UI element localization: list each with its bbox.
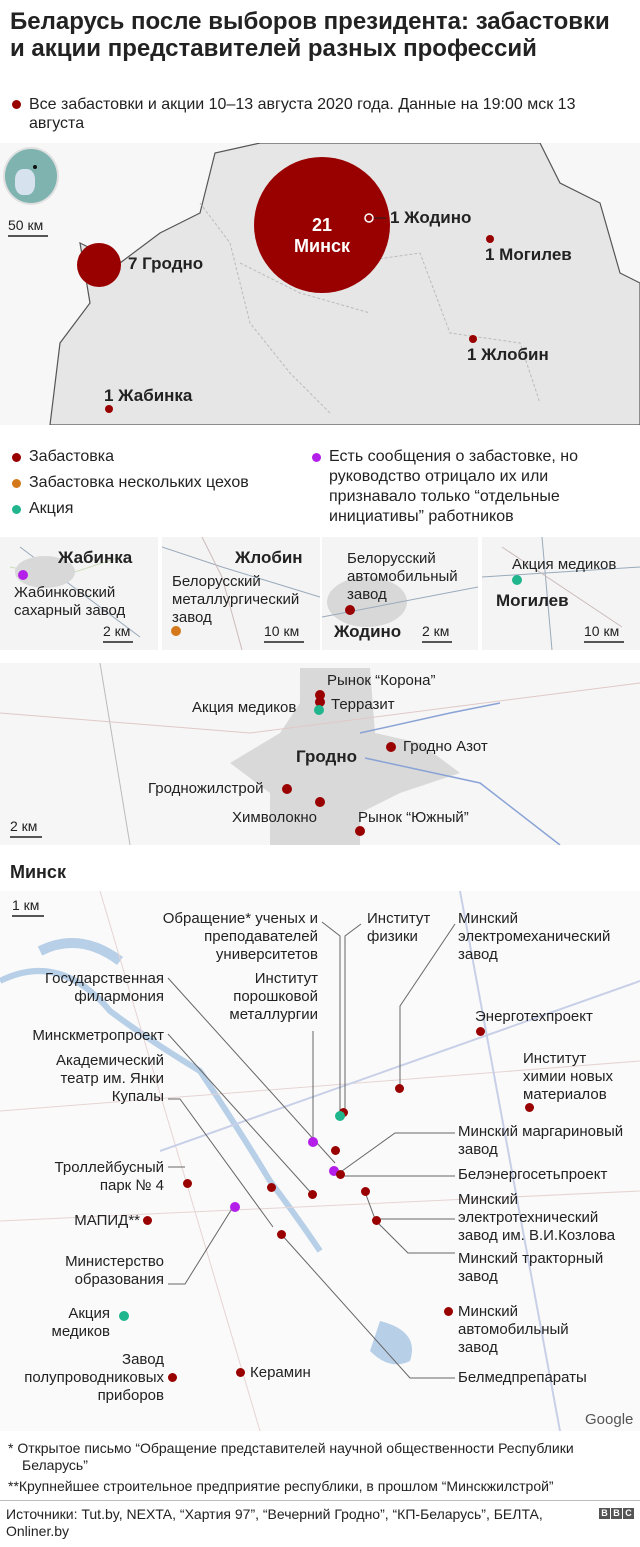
site-label: Гродножилстрой xyxy=(148,780,264,797)
site-label: Акция медиков xyxy=(192,699,297,716)
site-label: Жабинковский сахарный завод xyxy=(14,584,126,619)
strike-point xyxy=(444,1307,453,1316)
subtitle-text: Все забастовки и акции 10–13 августа 2020 года. Данные на 19:00 мск 13 августа xyxy=(29,96,576,132)
site-label: Гродно Азот xyxy=(403,738,488,755)
scale-label: 2 км xyxy=(422,623,450,639)
site-label: Энерготехпроект xyxy=(475,1008,593,1025)
count: 21 xyxy=(311,215,333,235)
action-point xyxy=(512,575,522,585)
scale-label: 10 км xyxy=(584,623,620,639)
site-label: Министерство образования xyxy=(65,1253,164,1288)
site-label: Институт химии новых материалов xyxy=(523,1050,613,1103)
disputed-point xyxy=(308,1137,318,1147)
legend-strike xyxy=(12,447,114,467)
site-label: Рынок “Корона” xyxy=(327,672,436,689)
action-dot-icon xyxy=(12,505,21,514)
strike-point xyxy=(395,1084,404,1093)
scale-label: 1 км xyxy=(12,897,40,913)
strike-point xyxy=(183,1179,192,1188)
page-title: Беларусь после выборов президента: забастовки и акции представителей разных профессий xyxy=(10,8,610,62)
partial-strike-dot-icon xyxy=(12,479,21,488)
logo-letter: B xyxy=(599,1508,610,1519)
site-label: Институт физики xyxy=(367,910,431,945)
disputed-point xyxy=(230,1202,240,1212)
strike-point xyxy=(168,1373,177,1382)
legend-partial-strike xyxy=(12,473,249,493)
strike-point xyxy=(361,1187,370,1196)
action-point-medics xyxy=(314,705,324,715)
strike-point xyxy=(345,605,355,615)
legend-action xyxy=(12,499,73,519)
strike-point xyxy=(143,1216,152,1225)
scale-label: 2 км xyxy=(103,623,131,639)
site-label: Акция медиков xyxy=(51,1305,110,1340)
strike-point xyxy=(308,1190,317,1199)
site-label: Минский тракторный завод xyxy=(458,1250,604,1285)
strike-point xyxy=(277,1230,286,1239)
strike-point-yuzhny xyxy=(355,826,365,836)
strike-point xyxy=(331,1146,340,1155)
disputed-dot-icon xyxy=(312,453,321,462)
disputed-point xyxy=(18,570,28,580)
overview-scale xyxy=(8,217,48,237)
footnote-2: **Крупнейшее строительное предприятие республики, в прошлом “Минскжилстрой” xyxy=(8,1478,554,1494)
city-name: Могилев xyxy=(496,591,569,610)
logo-letter: B xyxy=(611,1508,622,1519)
site-label: Терразит xyxy=(331,696,395,713)
overview-map-background xyxy=(0,143,640,425)
scale xyxy=(584,623,624,643)
scale xyxy=(422,623,452,643)
city-label-minsk xyxy=(282,215,362,257)
name: Минск xyxy=(294,236,350,256)
partial-strike-point xyxy=(171,626,181,636)
city-label-grodno: 7 Гродно xyxy=(128,254,204,273)
city-label-zhlobin: 1 Жлобин xyxy=(467,345,549,364)
logo-letter: C xyxy=(623,1508,634,1519)
legend-label: Забастовка нескольких цехов xyxy=(29,474,249,491)
strike-point xyxy=(267,1183,276,1192)
minsk-heading: Минск xyxy=(10,862,66,882)
city-label-zhabinka: 1 Жабинка xyxy=(104,386,193,405)
scale xyxy=(12,897,44,917)
strike-point-azot xyxy=(386,742,396,752)
footnote-1: * Открытое письмо “Обращение представителей научной общественности Республики Беларусь” xyxy=(8,1440,574,1473)
strike-point-khimvolokno xyxy=(315,797,325,807)
sources: Источники: Tut.by, NEXTA, “Хартия 97”, “Вечерний Гродно”, “КП-Беларусь”, БЕЛТА, Onliner.by xyxy=(6,1506,543,1539)
map-attribution: Google xyxy=(585,1411,634,1428)
action-point xyxy=(335,1111,345,1121)
scale-label: 10 км xyxy=(264,623,300,639)
site-label: Рынок “Южный” xyxy=(358,809,469,826)
site-label: Государственная филармония xyxy=(45,970,164,1005)
site-label: Академический театр им. Янки Купалы xyxy=(55,1052,164,1105)
city-label-mogilev: 1 Могилев xyxy=(485,245,572,264)
legend-label: Акция xyxy=(29,500,74,517)
legend xyxy=(0,445,640,530)
bbc-logo xyxy=(599,1508,634,1519)
site-label: Троллейбусный парк № 4 xyxy=(54,1159,164,1194)
site-label: Завод полупроводниковых приборов xyxy=(24,1351,164,1404)
strike-dot-icon xyxy=(12,453,21,462)
site-label: Акция медиков xyxy=(512,556,617,573)
strike-point xyxy=(372,1216,381,1225)
site-label: Минский маргариновый завод xyxy=(458,1123,624,1158)
scale xyxy=(10,818,42,838)
map-zhlobin xyxy=(162,537,320,650)
scale-label: 2 км xyxy=(10,818,38,834)
city-name: Жодино xyxy=(334,622,402,641)
city-name: Жлобин xyxy=(235,548,303,567)
site-label: Минский электромеханический завод xyxy=(458,910,611,963)
site-label: Минскметропроект xyxy=(32,1027,164,1044)
scale-label: 50 км xyxy=(8,217,44,233)
site-label: Минский электротехнический завод им. В.И.Козлова xyxy=(458,1191,616,1244)
strike-point xyxy=(236,1368,245,1377)
map-grodno xyxy=(0,663,640,845)
strike-point xyxy=(525,1103,534,1112)
legend-label: Забастовка xyxy=(29,448,115,465)
site-label: Белэнергосетьпроект xyxy=(458,1166,608,1183)
legend-label: Есть сообщения о забастовке, но руководство отрицало их или признавало только “отдельные инициативы” работников xyxy=(329,448,579,525)
map-zhabinka xyxy=(0,537,158,650)
scale xyxy=(103,623,133,643)
site-label: Белмедпрепараты xyxy=(458,1369,587,1386)
map-zhodino xyxy=(322,537,478,650)
divider xyxy=(0,1500,640,1501)
strike-point xyxy=(336,1170,345,1179)
site-label: Белорусский металлургический завод xyxy=(172,573,300,626)
city-label-zhodino: 1 Жодино xyxy=(390,208,472,227)
map-mogilev xyxy=(482,537,640,650)
site-label: Химволокно xyxy=(232,809,317,826)
strike-point xyxy=(476,1027,485,1036)
strike-dot-icon xyxy=(12,100,21,109)
city-name: Гродно xyxy=(296,747,357,766)
globe-icon xyxy=(3,147,59,205)
overview-map xyxy=(0,143,640,425)
legend-disputed xyxy=(312,447,612,527)
strike-point-grodnozhilstroy xyxy=(282,784,292,794)
site-label: Институт порошковой металлургии xyxy=(229,970,318,1023)
action-point xyxy=(119,1311,129,1321)
map-minsk xyxy=(0,891,640,1431)
site-label: Минский автомобильный завод xyxy=(458,1303,569,1356)
scale xyxy=(264,623,304,643)
site-label: Керамин xyxy=(250,1364,311,1381)
site-label: МАПИД** xyxy=(74,1212,140,1229)
site-label: Белорусский автомобильный завод xyxy=(347,550,458,603)
city-name: Жабинка xyxy=(58,548,133,567)
site-label: Обращение* ученых и преподавателей университетов xyxy=(162,910,318,963)
subtitle xyxy=(12,95,627,133)
